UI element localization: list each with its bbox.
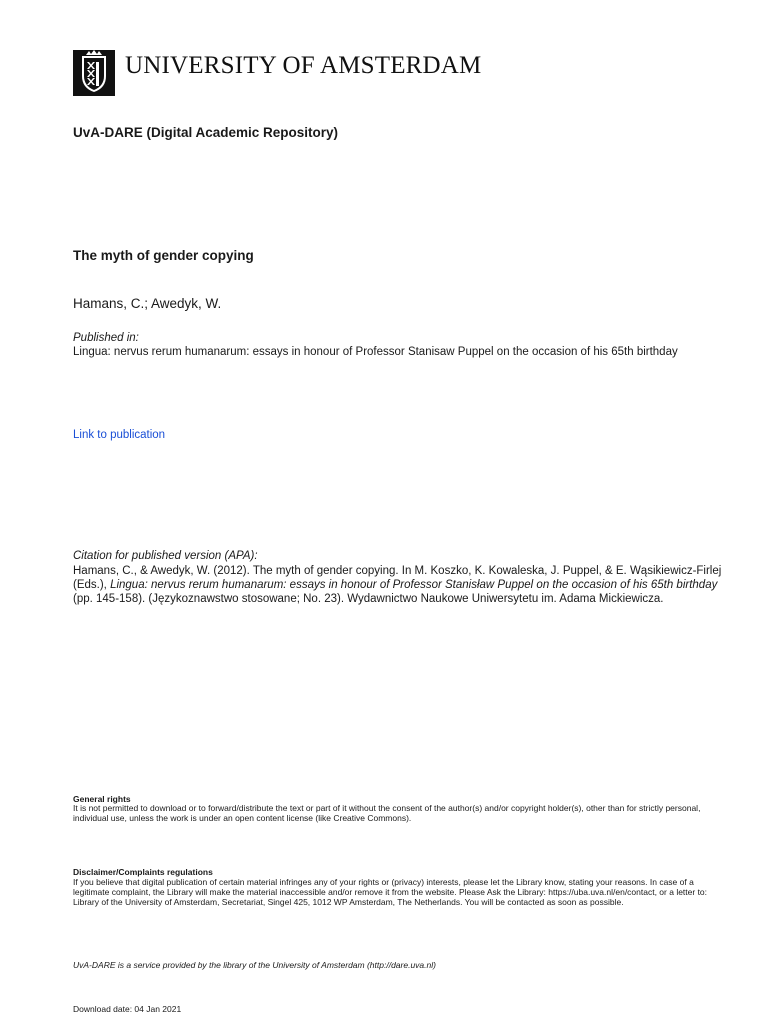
service-statement: UvA-DARE is a service provided by the library of the University of Amsterdam (http://dare.uva.nl) [73,960,436,970]
publication-authors: Hamans, C.; Awedyk, W. [73,296,222,311]
citation-part-2: (pp. 145-158). (Językoznawstwo stosowane; No. 23). Wydawnictwo Naukowe Uniwersytetu im. Adama Mickiewicza. [73,593,664,606]
download-date: Download date: 04 Jan 2021 [73,1004,182,1014]
citation-text [73,564,723,607]
university-seal-icon [73,50,115,96]
disclaimer-heading: Disclaimer/Complaints regulations [73,867,213,877]
general-rights-heading: General rights [73,794,131,804]
citation-label: Citation for published version (APA): [73,550,258,562]
disclaimer-body: If you believe that digital publication of certain material infringes any of your rights or (privacy) interests, please let the Library know, stating your reasons. In case of a legitimate complaint, the Library will make the material inaccessible and/or remove it from the website. Please Ask the Library: https://uba.uva.nl/en/contact, or a letter to: Library of the University of Amsterdam, Secretariat, Singel 425, 1012 WP Amsterdam, The Netherlands. You will be contacted as soon as possible. [73,877,708,907]
citation-part-1: Hamans, C., & Awedyk, W. (2012). The myth of gender copying. In M. Koszko, K. Kowaleska, J. Puppel, & E. Wąsikiewicz-Firlej (Eds.), [73,565,722,592]
link-to-publication[interactable]: Link to publication [73,429,166,441]
citation-book-title: Lingua: nervus rerum humanarum: essays in honour of Professor Stanisław Puppel on the occasion of his 65th birthday [110,579,718,592]
general-rights-body: It is not permitted to download or to forward/distribute the text or part of it without the consent of the author(s) and/or copyright holder(s), other than for strictly personal, individual use, unless the work is under an open content license (like Creative Commons). [73,803,701,823]
repository-title: UvA-DARE (Digital Academic Repository) [73,125,339,140]
published-in-text: Lingua: nervus rerum humanarum: essays in honour of Professor Stanisaw Puppel on the occasion of his 65th birthday [73,346,678,358]
publication-title: The myth of gender copying [73,248,254,263]
university-name: UNIVERSITY OF AMSTERDAM [125,52,482,79]
published-in-label: Published in: [73,332,139,344]
